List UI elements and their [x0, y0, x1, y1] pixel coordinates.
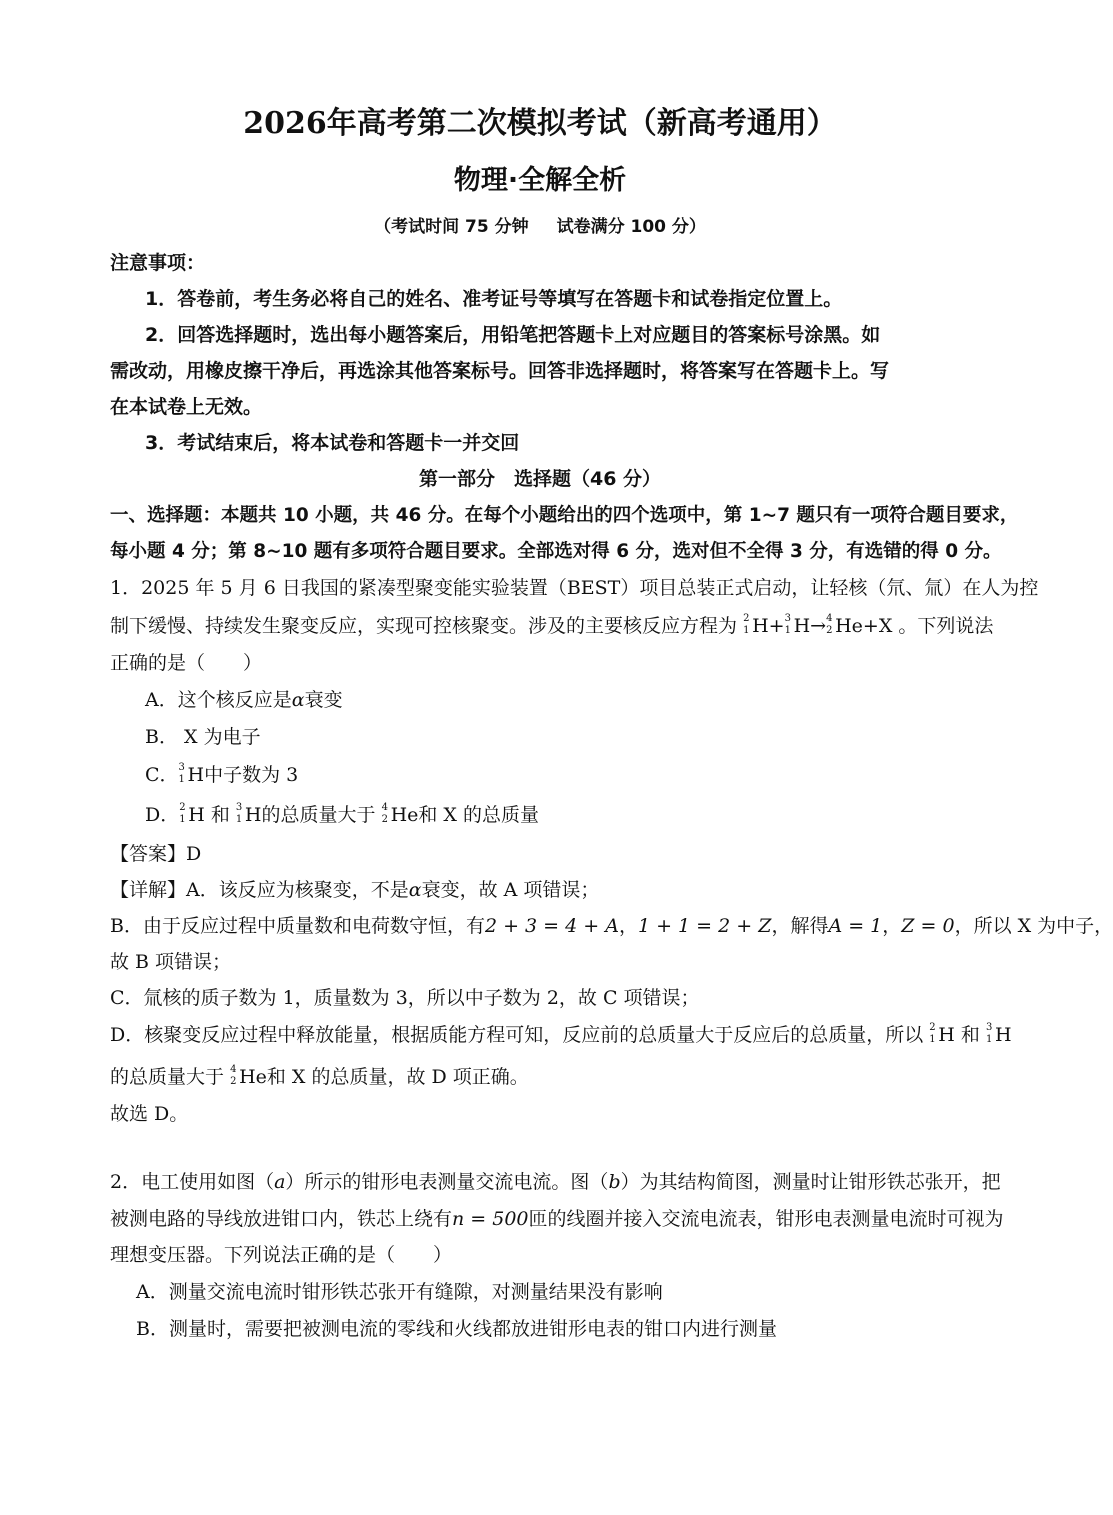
equation-mass: 2 + 3 = 4 + A	[484, 915, 619, 937]
q1-option-b: B． X 为电子	[145, 726, 261, 748]
q1-option-c: C． 3 1 H中子数为 3	[145, 762, 299, 786]
nuclide-h3: 3 1 H	[178, 762, 205, 786]
exam-score: 试卷满分 100 分）	[556, 217, 706, 237]
q1-detail-a: 【详解】A．该反应为核聚变，不是α衰变，故 A 项错误；	[110, 879, 600, 901]
nuclide-h3: 3 1 H	[985, 1022, 1012, 1046]
section-title: 第一部分 选择题（46 分）	[418, 468, 662, 490]
nuclide-he4: 4 2 He	[381, 802, 419, 826]
q1-detail-c: C．氚核的质子数为 1，质量数为 3，所以中子数为 2，故 C 项错误；	[110, 987, 700, 1009]
q1-stem-line2	[110, 613, 993, 639]
nuclide-h3: 3 1 H	[235, 802, 262, 826]
q2-stem-line1: 2．电工使用如图（a）所示的钳形电表测量交流电流。图（b）为其结构简图，测量时让钳形铁芯张开，把	[110, 1171, 1001, 1193]
q1-stem-line2-text: 制下缓慢、持续发生聚变反应，实现可控核聚变。涉及的主要核反应方程为	[110, 615, 738, 637]
notice-item-3: 3．考试结束后，将本试卷和答题卡一并交回	[145, 432, 520, 454]
notice-item-2-line2: 需改动，用橡皮擦干净后，再选涂其他答案标号。回答非选择题时，将答案写在答题卡上。写	[110, 360, 890, 382]
q1-stem-line2-end: 。下列说法	[898, 615, 994, 637]
q1-detail-d-line1: D．核聚变反应过程中释放能量，根据质能方程可知，反应前的总质量大于反应后的总质量，所以 2 1 H 和 3 1 H	[110, 1022, 1012, 1046]
q1-conclusion: 故选 D。	[110, 1103, 189, 1125]
q1-stem-line1: 1．2025 年 5 月 6 日我国的紧凑型聚变能实验装置（BEST）项目总装正式启动，让轻核（氘、氚）在人为控	[110, 577, 1039, 599]
exam-info	[0, 212, 1080, 237]
q1-detail-b-line1: B．由于反应过程中质量数和电荷数守恒，有2 + 3 = 4 + A，1 + 1 = 2 + Z，解得A = 1，Z = 0，所以 X 为中子，	[110, 915, 1113, 937]
turns-equation: n = 500	[452, 1208, 529, 1230]
nuclide-he4: 4 2 He	[826, 613, 863, 637]
nuclide-h2: 2 1 H	[179, 802, 205, 826]
page-title: 2026年高考第二次模拟考试（新高考通用）	[243, 106, 837, 141]
section-instruction-line1: 一、选择题：本题共 10 小题，共 46 分。在每个小题给出的四个选项中，第 1~7 题只有一项符合题目要求，	[110, 505, 1019, 526]
q2-option-a: A．测量交流电流时钳形铁芯张开有缝隙，对测量结果没有影响	[136, 1281, 663, 1303]
notice-item-1: 1．答卷前，考生务必将自己的姓名、准考证号等填写在答题卡和试卷指定位置上。	[145, 288, 843, 310]
q1-option-a: A．这个核反应是α衰变	[145, 689, 343, 711]
page-subtitle: 物理·全解全析	[453, 165, 627, 196]
notice-item-2-line3: 在本试卷上无效。	[110, 396, 263, 418]
section-instruction-line2: 每小题 4 分；第 8~10 题有多项符合题目要求。全部选对得 6 分，选对但不全得 3 分，有选错的得 0 分。	[110, 541, 1002, 562]
q2-stem-line3: 理想变压器。下列说法正确的是（ ）	[110, 1244, 453, 1266]
nuclide-h2: 2 1 H	[743, 613, 769, 637]
q1-equation: 2 1 H+ 3 1 H→ 4 2 He+X	[743, 613, 893, 637]
exam-time: （考试时间 75 分钟	[374, 217, 529, 237]
notice-item-2-line1: 2．回答选择题时，选出每小题答案后，用铅笔把答题卡上对应题目的答案标号涂黑。如	[145, 324, 881, 346]
notice-heading: 注意事项：	[110, 252, 206, 274]
nuclide-h3: 3 1 H	[784, 613, 811, 637]
q2-option-b: B．测量时，需要把被测电流的零线和火线都放进钳形电表的钳口内进行测量	[136, 1318, 777, 1340]
nuclide-he4: 4 2 He	[230, 1064, 267, 1088]
q1-detail-b-line2: 故 B 项错误；	[110, 951, 232, 973]
equation-charge: 1 + 1 = 2 + Z	[637, 915, 772, 937]
alpha-symbol: α	[291, 689, 305, 711]
q2-stem-line2: 被测电路的导线放进钳口内，铁芯上绕有n = 500匝的线圈并接入交流电流表，钳形电表测量电流时可视为	[110, 1208, 1004, 1230]
q1-answer: 【答案】D	[110, 843, 202, 865]
nuclide-h2: 2 1 H	[929, 1022, 955, 1046]
q1-detail-d-line2: 的总质量大于 4 2 He和 X 的总质量，故 D 项正确。	[110, 1064, 529, 1088]
q1-option-d: D． 2 1 H 和 3 1 H的总质量大于 4 2 He和 X 的总质量	[145, 802, 539, 826]
q1-stem-line3: 正确的是（ ）	[110, 652, 263, 674]
